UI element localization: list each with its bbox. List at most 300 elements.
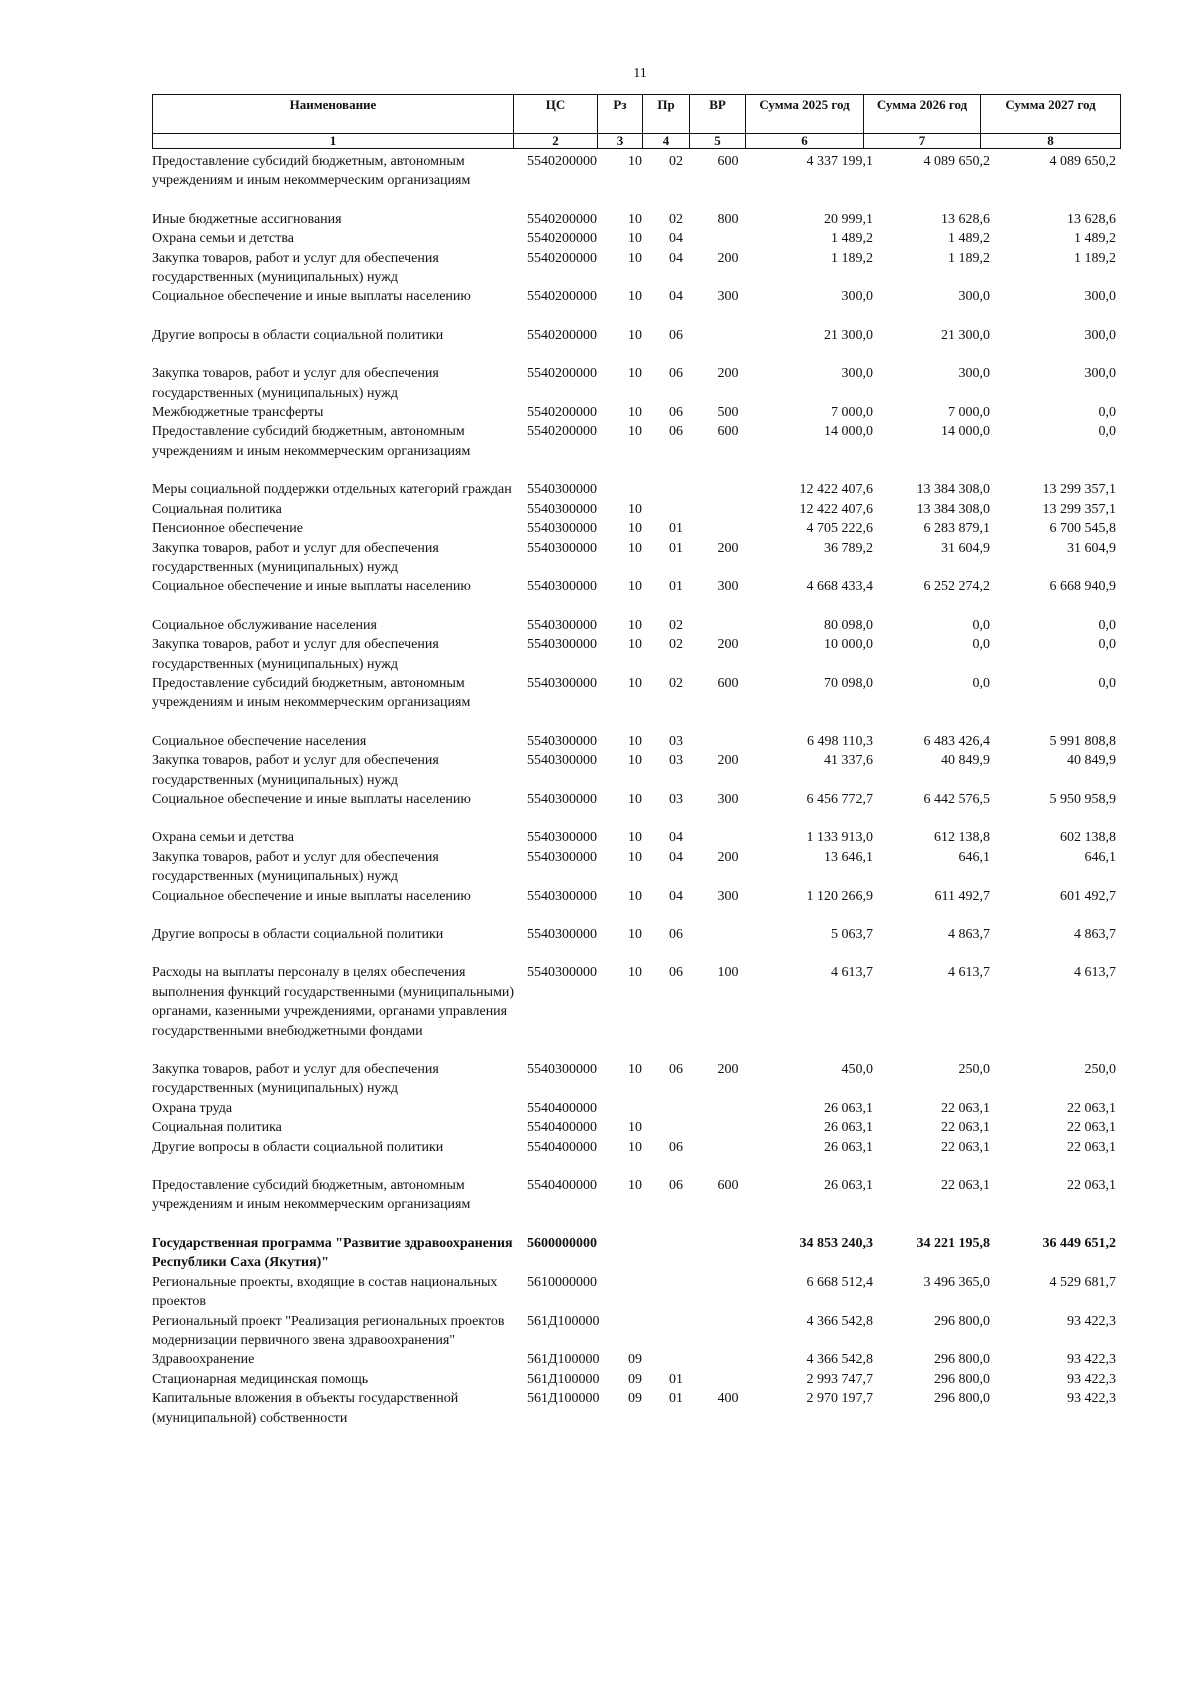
row-pr: 02	[669, 211, 683, 227]
row-vr	[703, 828, 753, 847]
table-row	[152, 1389, 1120, 1428]
row-name: Закупка товаров, работ и услуг для обеспечения государственных (муниципальных) нужд	[152, 637, 439, 672]
row-vr: 300	[717, 579, 739, 595]
row-pr: 02	[669, 637, 683, 653]
row-sum-2025: 4 613,7	[831, 965, 873, 981]
row-cs: 5540200000	[527, 405, 597, 421]
row-sum-2026: 4 613,7	[948, 965, 990, 981]
row-pr: 01	[669, 1371, 683, 1387]
row-sum-2027: 5 991 808,8	[1049, 733, 1116, 749]
row-rz: 10	[628, 849, 642, 865]
row-vr	[703, 1138, 753, 1157]
row-rz: 10	[628, 791, 642, 807]
table-row	[152, 1370, 1120, 1389]
row-vr	[703, 500, 753, 519]
row-pr: 01	[669, 579, 683, 595]
row-vr	[703, 1118, 753, 1137]
header-number: 3	[598, 134, 643, 149]
table-row	[152, 1312, 1120, 1351]
row-sum-2027: 40 849,9	[1067, 753, 1116, 769]
row-vr	[703, 229, 753, 248]
row-sum-2025: 4 668 433,4	[806, 579, 873, 595]
row-cs: 5540400000	[527, 1120, 597, 1136]
row-sum-2026: 31 604,9	[941, 540, 990, 556]
row-sum-2026: 22 063,1	[941, 1120, 990, 1136]
row-rz: 10	[628, 965, 642, 981]
row-sum-2027: 0,0	[1098, 675, 1116, 691]
row-pr: 06	[669, 327, 683, 343]
row-pr: 04	[669, 830, 683, 846]
row-sum-2026: 6 283 879,1	[923, 521, 990, 537]
header-number: 8	[981, 134, 1121, 149]
row-sum-2027: 0,0	[1098, 617, 1116, 633]
row-name: Региональные проекты, входящие в состав национальных проектов	[152, 1274, 498, 1310]
budget-table	[152, 152, 1120, 1428]
row-name: Социальная политика	[152, 501, 282, 517]
row-name: Другие вопросы в области социальной политики	[152, 327, 444, 343]
row-vr: 200	[717, 1062, 739, 1078]
row-sum-2026: 13 384 308,0	[916, 482, 990, 498]
row-pr: 03	[669, 753, 683, 769]
header-number: 2	[514, 134, 598, 149]
row-sum-2027: 22 063,1	[1067, 1100, 1116, 1116]
row-sum-2027: 31 604,9	[1067, 540, 1116, 556]
table-row	[152, 848, 1120, 887]
row-sum-2026: 40 849,9	[941, 753, 990, 769]
row-sum-2026: 21 300,0	[941, 327, 990, 343]
row-sum-2026: 6 442 576,5	[923, 791, 990, 807]
row-sum-2026: 6 252 274,2	[923, 579, 990, 595]
row-sum-2027: 5 950 958,9	[1049, 791, 1116, 807]
row-sum-2026: 296 800,0	[934, 1391, 990, 1407]
row-name: Здравоохранение	[152, 1352, 255, 1368]
row-cs: 5540200000	[527, 211, 597, 227]
row-sum-2027: 601 492,7	[1060, 888, 1116, 904]
row-sum-2025: 36 789,2	[824, 540, 873, 556]
row-vr	[703, 1312, 753, 1351]
row-sum-2025: 5 063,7	[831, 927, 873, 942]
row-vr	[703, 1273, 753, 1312]
table-row	[152, 963, 1120, 1041]
row-name: Охрана семьи и детства	[152, 830, 294, 846]
row-sum-2026: 3 496 365,0	[923, 1274, 990, 1290]
row-sum-2025: 4 366 542,8	[806, 1313, 873, 1329]
row-sum-2026: 250,0	[958, 1062, 990, 1078]
table-row	[152, 1099, 1120, 1118]
row-cs: 5540300000	[527, 501, 597, 517]
row-rz: 10	[628, 540, 642, 556]
row-cs: 561Д100000	[527, 1391, 600, 1407]
row-pr: 04	[669, 250, 683, 266]
table-row	[152, 925, 1120, 944]
row-sum-2027: 13 299 357,1	[1042, 501, 1116, 517]
table-row	[152, 751, 1120, 790]
table-row	[152, 229, 1120, 248]
row-pr: 04	[669, 289, 683, 305]
header-pr: Пр	[643, 95, 690, 134]
row-pr: 06	[669, 366, 683, 382]
row-sum-2027: 4 089 650,2	[1049, 154, 1116, 169]
row-sum-2027: 0,0	[1098, 637, 1116, 653]
row-spacer	[152, 1157, 1120, 1176]
table-row	[152, 732, 1120, 751]
row-rz: 10	[628, 1178, 642, 1194]
row-sum-2025: 4 337 199,1	[806, 154, 873, 169]
row-rz: 10	[628, 733, 642, 749]
row-vr	[703, 1350, 753, 1369]
table-row	[152, 577, 1120, 596]
row-sum-2025: 21 300,0	[824, 327, 873, 343]
row-cs: 5540300000	[527, 849, 597, 865]
row-cs: 5540300000	[527, 637, 597, 653]
row-name: Другие вопросы в области социальной политики	[152, 1139, 444, 1155]
header-number: 4	[643, 134, 690, 149]
row-rz	[621, 1273, 649, 1312]
row-sum-2025: 20 999,1	[824, 211, 873, 227]
row-pr: 06	[669, 927, 683, 942]
row-cs: 5540200000	[527, 154, 597, 169]
row-rz: 10	[628, 830, 642, 846]
row-pr: 04	[669, 231, 683, 247]
row-sum-2025: 13 646,1	[824, 849, 873, 865]
row-rz: 10	[628, 211, 642, 227]
row-rz: 10	[628, 501, 642, 517]
row-sum-2025: 12 422 407,6	[799, 482, 873, 498]
row-rz: 10	[628, 1120, 642, 1136]
row-name: Закупка товаров, работ и услуг для обеспечения государственных (муниципальных) нужд	[152, 849, 439, 885]
row-name: Социальное обеспечение и иные выплаты населению	[152, 791, 471, 807]
row-rz: 10	[628, 675, 642, 691]
row-sum-2026: 296 800,0	[934, 1371, 990, 1387]
table-row	[152, 480, 1120, 499]
row-vr	[703, 480, 753, 499]
row-sum-2025: 4 366 542,8	[806, 1352, 873, 1368]
header-number: 5	[690, 134, 746, 149]
table-row	[152, 326, 1120, 345]
row-cs: 5540300000	[527, 965, 597, 981]
row-pr: 01	[669, 1391, 683, 1407]
row-name: Межбюджетные трансферты	[152, 405, 324, 421]
table-row	[152, 210, 1120, 229]
row-name: Предоставление субсидий бюджетным, автономным учреждениям и иным некоммерческим организациям	[152, 675, 471, 711]
row-sum-2027: 6 668 940,9	[1049, 579, 1116, 595]
table-row	[152, 422, 1120, 461]
row-cs: 5540300000	[527, 733, 597, 749]
row-spacer	[152, 191, 1120, 210]
row-vr	[703, 732, 753, 751]
table-body	[152, 152, 1120, 1428]
row-vr: 600	[717, 154, 739, 169]
row-pr	[649, 1234, 703, 1273]
row-sum-2027: 300,0	[1084, 366, 1116, 382]
row-sum-2025: 4 705 222,6	[806, 521, 873, 537]
row-cs: 5540400000	[527, 1139, 597, 1155]
row-vr: 300	[717, 791, 739, 807]
row-rz	[621, 480, 649, 499]
row-cs: 5540200000	[527, 250, 597, 266]
row-sum-2025: 14 000,0	[824, 424, 873, 440]
row-sum-2027: 93 422,3	[1067, 1313, 1116, 1329]
row-name: Предоставление субсидий бюджетным, автономным учреждениям и иным некоммерческим организациям	[152, 1178, 471, 1213]
row-sum-2027: 36 449 651,2	[1042, 1235, 1116, 1251]
row-cs: 5540200000	[527, 289, 597, 305]
row-rz	[621, 1099, 649, 1118]
row-sum-2025: 6 668 512,4	[806, 1274, 873, 1290]
row-vr: 200	[717, 637, 739, 653]
row-rz: 10	[628, 250, 642, 266]
row-spacer	[152, 906, 1120, 925]
row-cs: 5600000000	[527, 1235, 597, 1251]
row-sum-2025: 7 000,0	[831, 405, 873, 421]
row-cs: 5540300000	[527, 540, 597, 556]
table-row	[152, 635, 1120, 674]
table-row	[152, 1273, 1120, 1312]
row-pr: 02	[669, 154, 683, 169]
row-sum-2027: 93 422,3	[1067, 1391, 1116, 1407]
row-vr: 600	[717, 424, 739, 440]
row-rz: 09	[628, 1352, 642, 1368]
row-pr	[649, 480, 703, 499]
row-name: Социальное обеспечение и иные выплаты населению	[152, 289, 471, 305]
header-number: 7	[864, 134, 981, 149]
row-pr	[649, 1312, 703, 1351]
table-row	[152, 1138, 1120, 1157]
page-number: 11	[633, 66, 647, 81]
row-cs: 5540300000	[527, 521, 597, 537]
row-sum-2025: 26 063,1	[824, 1139, 873, 1155]
row-rz: 10	[628, 1062, 642, 1078]
row-rz: 10	[628, 1139, 642, 1155]
row-sum-2026: 611 492,7	[934, 888, 990, 904]
row-sum-2025: 300,0	[841, 289, 873, 305]
header-sum-2027: Сумма 2027 год	[981, 95, 1121, 134]
row-name: Закупка товаров, работ и услуг для обеспечения государственных (муниципальных) нужд	[152, 540, 439, 575]
header-number: 1	[153, 134, 514, 149]
row-rz: 09	[628, 1371, 642, 1387]
table-row	[152, 249, 1120, 288]
row-vr	[703, 1099, 753, 1118]
row-rz: 10	[628, 289, 642, 305]
row-name: Предоставление субсидий бюджетным, автономным учреждениям и иным некоммерческим организациям	[152, 424, 471, 459]
row-pr	[649, 1350, 703, 1369]
header-cs: ЦС	[514, 95, 598, 134]
row-sum-2025: 1 489,2	[831, 231, 873, 247]
row-name: Социальная политика	[152, 1120, 282, 1136]
row-sum-2026: 646,1	[958, 849, 990, 865]
row-vr: 100	[717, 965, 739, 981]
row-pr: 01	[669, 540, 683, 556]
row-cs: 5540300000	[527, 753, 597, 769]
table-row	[152, 790, 1120, 809]
row-name: Социальное обслуживание населения	[152, 617, 377, 633]
row-name: Социальное обеспечение и иные выплаты населению	[152, 579, 471, 595]
table-row	[152, 539, 1120, 578]
row-sum-2027: 4 863,7	[1074, 927, 1116, 942]
row-sum-2026: 0,0	[972, 637, 990, 653]
row-pr: 06	[669, 1178, 683, 1194]
row-cs: 5540300000	[527, 579, 597, 595]
row-pr: 06	[669, 405, 683, 421]
row-name: Закупка товаров, работ и услуг для обеспечения государственных (муниципальных) нужд	[152, 366, 439, 401]
row-cs: 561Д100000	[527, 1352, 600, 1368]
row-sum-2027: 13 299 357,1	[1042, 482, 1116, 498]
row-pr: 03	[669, 733, 683, 749]
row-sum-2027: 1 189,2	[1074, 250, 1116, 266]
table-row	[152, 674, 1120, 713]
row-vr: 200	[717, 753, 739, 769]
row-sum-2026: 0,0	[972, 675, 990, 691]
row-sum-2025: 6 498 110,3	[807, 733, 873, 749]
row-sum-2026: 612 138,8	[934, 830, 990, 846]
row-spacer	[152, 944, 1120, 963]
row-cs: 5540300000	[527, 830, 597, 846]
row-name: Социальное обеспечение и иные выплаты населению	[152, 888, 471, 904]
row-sum-2026: 13 628,6	[941, 211, 990, 227]
header-name: Наименование	[153, 95, 514, 134]
row-name: Закупка товаров, работ и услуг для обеспечения государственных (муниципальных) нужд	[152, 753, 439, 788]
row-rz: 10	[628, 424, 642, 440]
table-row	[152, 152, 1120, 191]
row-pr: 04	[669, 888, 683, 904]
row-cs: 5540300000	[527, 617, 597, 633]
row-sum-2026: 1 189,2	[948, 250, 990, 266]
row-sum-2027: 22 063,1	[1067, 1139, 1116, 1155]
row-spacer	[152, 809, 1120, 828]
row-sum-2025: 80 098,0	[824, 617, 873, 633]
row-spacer	[152, 345, 1120, 364]
row-sum-2026: 14 000,0	[941, 424, 990, 440]
row-sum-2027: 6 700 545,8	[1049, 521, 1116, 537]
row-sum-2025: 26 063,1	[824, 1178, 873, 1194]
row-sum-2027: 602 138,8	[1060, 830, 1116, 846]
table-header	[152, 94, 1121, 149]
row-sum-2027: 22 063,1	[1067, 1178, 1116, 1194]
row-sum-2026: 0,0	[972, 617, 990, 633]
row-vr: 300	[717, 289, 739, 305]
row-sum-2025: 26 063,1	[824, 1120, 873, 1136]
row-sum-2027: 13 628,6	[1067, 211, 1116, 227]
row-rz: 10	[628, 521, 642, 537]
row-cs: 5540300000	[527, 927, 597, 942]
header-number: 6	[746, 134, 864, 149]
table-row	[152, 828, 1120, 847]
row-rz: 10	[628, 753, 642, 769]
row-sum-2027: 93 422,3	[1067, 1352, 1116, 1368]
row-sum-2026: 22 063,1	[941, 1139, 990, 1155]
row-sum-2026: 4 863,7	[948, 927, 990, 942]
row-vr	[703, 1234, 753, 1273]
row-sum-2025: 70 098,0	[824, 675, 873, 691]
row-sum-2027: 22 063,1	[1067, 1120, 1116, 1136]
row-vr: 400	[717, 1391, 739, 1407]
table-row	[152, 1176, 1120, 1215]
row-vr: 800	[717, 211, 739, 227]
row-pr	[649, 500, 703, 519]
row-sum-2027: 250,0	[1084, 1062, 1116, 1078]
row-cs: 5540300000	[527, 888, 597, 904]
row-pr: 01	[669, 521, 683, 537]
row-rz: 10	[628, 617, 642, 633]
row-rz: 10	[628, 327, 642, 343]
row-rz: 10	[628, 231, 642, 247]
row-pr: 04	[669, 849, 683, 865]
row-spacer	[152, 597, 1120, 616]
row-sum-2025: 1 133 913,0	[806, 830, 873, 846]
row-cs: 5540300000	[527, 675, 597, 691]
row-spacer	[152, 1041, 1120, 1060]
row-sum-2026: 22 063,1	[941, 1178, 990, 1194]
row-rz	[621, 1312, 649, 1351]
row-sum-2025: 26 063,1	[824, 1100, 873, 1116]
row-sum-2027: 4 613,7	[1074, 965, 1116, 981]
row-sum-2027: 300,0	[1084, 289, 1116, 305]
table-row	[152, 1118, 1120, 1137]
row-rz: 09	[628, 1391, 642, 1407]
row-vr	[703, 1370, 753, 1389]
row-cs: 5540400000	[527, 1100, 597, 1116]
row-cs: 5540200000	[527, 327, 597, 343]
row-sum-2026: 300,0	[958, 289, 990, 305]
row-sum-2025: 1 120 266,9	[806, 888, 873, 904]
row-cs: 5540200000	[527, 366, 597, 382]
row-spacer	[152, 1215, 1120, 1234]
row-sum-2025: 6 456 772,7	[806, 791, 873, 807]
row-sum-2027: 646,1	[1084, 849, 1116, 865]
row-pr	[649, 1118, 703, 1137]
row-vr: 200	[717, 849, 739, 865]
row-sum-2025: 300,0	[841, 366, 873, 382]
row-sum-2026: 7 000,0	[948, 405, 990, 421]
row-sum-2027: 93 422,3	[1067, 1371, 1116, 1387]
row-name: Закупка товаров, работ и услуг для обеспечения государственных (муниципальных) нужд	[152, 1062, 439, 1097]
row-sum-2027: 0,0	[1098, 424, 1116, 440]
row-name: Меры социальной поддержки отдельных категорий граждан	[152, 482, 512, 498]
row-sum-2025: 1 189,2	[831, 250, 873, 266]
table-row	[152, 1234, 1120, 1273]
row-pr: 06	[669, 1139, 683, 1155]
row-vr: 600	[717, 675, 739, 691]
row-name: Стационарная медицинская помощь	[152, 1371, 369, 1387]
row-sum-2025: 10 000,0	[824, 637, 873, 653]
table-row	[152, 887, 1120, 906]
header-sum-2025: Сумма 2025 год	[746, 95, 864, 134]
row-sum-2026: 1 489,2	[948, 231, 990, 247]
row-sum-2025: 2 970 197,7	[806, 1391, 873, 1407]
row-sum-2026: 22 063,1	[941, 1100, 990, 1116]
row-name: Предоставление субсидий бюджетным, автономным учреждениям и иным некоммерческим организациям	[152, 154, 471, 189]
row-name: Государственная программа "Развитие здравоохранения Республики Саха (Якутия)"	[152, 1235, 513, 1271]
row-cs: 5610000000	[527, 1274, 597, 1290]
row-sum-2026: 296 800,0	[934, 1352, 990, 1368]
header-rz: Рз	[598, 95, 643, 134]
row-vr: 500	[717, 405, 739, 421]
row-sum-2027: 300,0	[1084, 327, 1116, 343]
row-spacer	[152, 461, 1120, 480]
table-row	[152, 1060, 1120, 1099]
row-name: Другие вопросы в области социальной политики	[152, 927, 444, 942]
row-rz: 10	[628, 888, 642, 904]
row-vr: 300	[717, 888, 739, 904]
row-rz: 10	[628, 579, 642, 595]
row-sum-2025: 450,0	[841, 1062, 873, 1078]
row-spacer	[152, 307, 1120, 326]
row-pr: 03	[669, 791, 683, 807]
row-name: Региональный проект "Реализация региональных проектов модернизации первичного звена здравоохранения"	[152, 1313, 505, 1348]
row-sum-2025: 41 337,6	[824, 753, 873, 769]
table-row	[152, 616, 1120, 635]
row-sum-2027: 1 489,2	[1074, 231, 1116, 247]
row-name: Охрана семьи и детства	[152, 231, 294, 247]
